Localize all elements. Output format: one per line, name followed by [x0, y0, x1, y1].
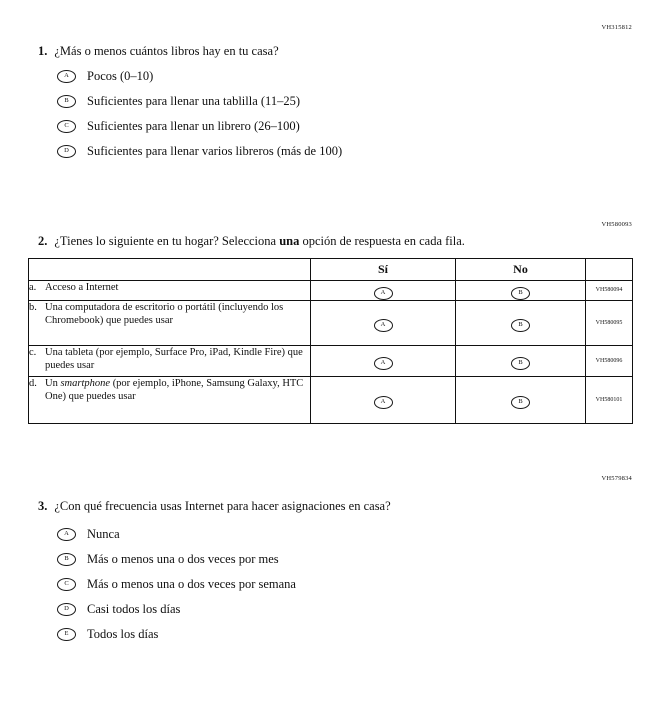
row-code: VH580096 — [586, 345, 633, 376]
question-3-options — [57, 522, 296, 647]
row-text: Una computadora de escritorio o portátil (incluyendo los Chromebook) que puedes usar — [45, 301, 284, 327]
yes-cell — [311, 376, 456, 423]
table-row — [29, 376, 633, 423]
question-3-number: 3. — [38, 499, 48, 513]
q1-option-c — [57, 114, 342, 139]
option-label: Todos los días — [87, 627, 159, 641]
no-cell — [456, 345, 586, 376]
answer-oval-yes[interactable]: A — [374, 319, 393, 332]
header-blank — [29, 259, 311, 281]
q3-option-e — [57, 622, 296, 647]
answer-oval[interactable]: D — [57, 603, 76, 616]
question-1 — [38, 44, 279, 59]
q3-option-d — [57, 597, 296, 622]
answer-oval-yes[interactable]: A — [374, 357, 393, 370]
row-code: VH580094 — [586, 281, 633, 301]
row-label-cell — [29, 376, 311, 423]
q1-option-b — [57, 89, 342, 114]
answer-oval-no[interactable]: B — [511, 319, 530, 332]
q3-option-b — [57, 547, 296, 572]
question-2-number: 2. — [38, 234, 48, 248]
option-label: Nunca — [87, 527, 120, 541]
answer-oval[interactable]: A — [57, 528, 76, 541]
table-row — [29, 300, 633, 345]
option-label: Más o menos una o dos veces por mes — [87, 552, 279, 566]
row-letter: b. — [29, 301, 37, 313]
answer-oval[interactable]: D — [57, 145, 76, 158]
answer-oval[interactable]: B — [57, 553, 76, 566]
question-2 — [38, 234, 465, 249]
table-row — [29, 345, 633, 376]
item-code-q2: VH580093 — [601, 221, 632, 228]
q3-option-a — [57, 522, 296, 547]
question-2-text-before: ¿Tienes lo siguiente en tu hogar? Selecciona — [54, 234, 280, 248]
answer-oval-no[interactable]: B — [511, 396, 530, 409]
row-letter: c. — [29, 346, 37, 358]
answer-oval[interactable]: E — [57, 628, 76, 641]
item-code-q1: VH315812 — [601, 24, 632, 31]
yes-cell — [311, 281, 456, 301]
q3-option-c — [57, 572, 296, 597]
option-label: Más o menos una o dos veces por semana — [87, 577, 296, 591]
answer-oval-yes[interactable]: A — [374, 287, 393, 300]
no-cell — [456, 281, 586, 301]
row-label-cell — [29, 281, 311, 301]
answer-oval-yes[interactable]: A — [374, 396, 393, 409]
question-3-text: ¿Con qué frecuencia usas Internet para hacer asignaciones en casa? — [54, 499, 391, 513]
row-letter: d. — [29, 377, 37, 389]
question-1-number: 1. — [38, 44, 48, 58]
header-code-blank — [586, 259, 633, 281]
answer-oval[interactable]: B — [57, 95, 76, 108]
header-no: No — [456, 259, 586, 281]
yes-cell — [311, 345, 456, 376]
answer-oval[interactable]: A — [57, 70, 76, 83]
row-label-cell — [29, 300, 311, 345]
no-cell — [456, 376, 586, 423]
question-2-text-after: opción de respuesta en cada fila. — [299, 234, 465, 248]
item-code-q3: VH579834 — [601, 475, 632, 482]
question-1-options — [57, 64, 342, 164]
answer-oval-no[interactable]: B — [511, 287, 530, 300]
no-cell — [456, 300, 586, 345]
row-text: Acceso a Internet — [45, 282, 119, 293]
table-row — [29, 281, 633, 301]
row-letter: a. — [29, 282, 37, 293]
option-label: Pocos (0–10) — [87, 69, 154, 83]
yes-cell — [311, 300, 456, 345]
table-header-row — [29, 259, 633, 281]
option-label: Casi todos los días — [87, 602, 181, 616]
row-text: Una tableta (por ejemplo, Surface Pro, iPad, Kindle Fire) que puedes usar — [45, 346, 303, 372]
question-3 — [38, 499, 391, 514]
smartphone-italic: smartphone — [60, 377, 111, 389]
question-1-text: ¿Más o menos cuántos libros hay en tu casa? — [54, 44, 279, 58]
option-label: Suficientes para llenar varios libreros (más de 100) — [87, 144, 343, 158]
row-code: VH580095 — [586, 300, 633, 345]
q1-option-a — [57, 64, 342, 89]
option-label: Suficientes para llenar una tablilla (11–25) — [87, 94, 301, 108]
q2-response-table — [28, 258, 633, 424]
option-label: Suficientes para llenar un librero (26–100) — [87, 119, 300, 133]
answer-oval[interactable]: C — [57, 578, 76, 591]
row-code: VH580101 — [586, 376, 633, 423]
answer-oval-no[interactable]: B — [511, 357, 530, 370]
row-text: Un smartphone (por ejemplo, iPhone, Samsung Galaxy, HTC One) que puedes usar — [45, 377, 304, 403]
row-label-cell — [29, 345, 311, 376]
answer-oval[interactable]: C — [57, 120, 76, 133]
q1-option-d — [57, 139, 342, 164]
question-2-text-bold: una — [279, 234, 300, 248]
header-yes: Sí — [311, 259, 456, 281]
